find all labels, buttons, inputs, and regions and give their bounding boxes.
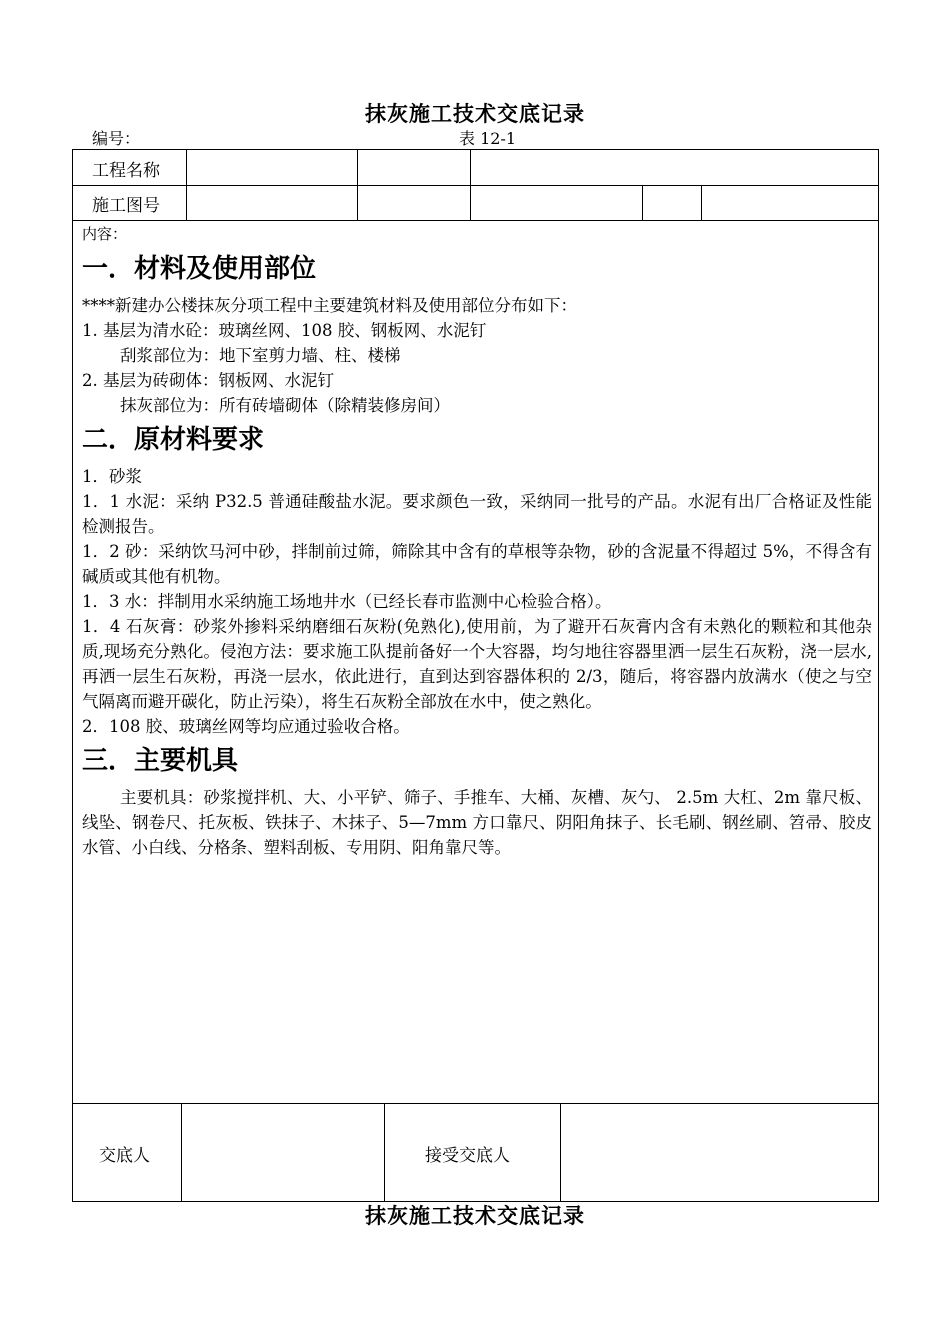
paragraph: 1．砂浆	[82, 467, 142, 486]
receiver-label: 接受交底人	[425, 1146, 510, 1166]
paragraph: 抹灰部位为：所有砖墙砌体（除精装修房间）	[120, 396, 450, 415]
paragraph: ****新建办公楼抹灰分项工程中主要建筑材料及使用部位分布如下：	[82, 296, 577, 315]
serial-number-label: 编号：	[92, 129, 141, 148]
section-heading-raw-materials: 二．原材料要求	[82, 425, 265, 455]
discloser-label: 交底人	[99, 1146, 150, 1166]
column-divider	[560, 1103, 561, 1202]
paragraph: 1. 基层为清水砼：玻璃丝网、108 胶、钢板网、水泥钉	[82, 321, 487, 340]
content-area	[82, 221, 872, 860]
paragraph: 1．4 石灰膏：砂浆外掺料采纳磨细石灰粉(免熟化),使用前，为了避开石灰膏内含有未熟化的颗粒和其他杂质,现场充分熟化。侵泡方法：要求施工队提前备好一个大容器，均匀地往容器里洒一层生石灰粉，浇一层水,再洒一层生石灰粉，再浇一层水，依此进行，直到达到容器体积的 2/3，随后，将容器内放满水（使之与空气隔离而避开碳化，防止污染），将生石灰粉全部放在水中，使之熟化。	[82, 617, 872, 711]
row-divider	[72, 1103, 879, 1104]
column-divider	[357, 149, 358, 220]
column-divider	[181, 1103, 182, 1202]
section-heading-tools: 三．主要机具	[82, 746, 239, 776]
column-divider	[384, 1103, 385, 1202]
paragraph: 刮浆部位为：地下室剪力墙、柱、楼梯	[120, 346, 401, 365]
document-title: 抹灰施工技术交底记录	[365, 101, 585, 126]
content-label: 内容：	[82, 225, 128, 243]
column-divider	[642, 185, 643, 220]
column-divider	[701, 185, 702, 220]
footer-title: 抹灰施工技术交底记录	[365, 1203, 585, 1228]
paragraph: 主要机具：砂浆搅拌机、大、小平铲、筛子、手推车、大桶、灰槽、灰勺、 2.5m 大杠、2m 靠尺板、线坠、钢卷尺、托灰板、铁抹子、木抹子、5—7mm 方口靠尺、阴阳角抹子、长毛刷、钢丝刷、笤帚、胶皮水管、小白线、分格条、塑料刮板、专用阴、阳角靠尺等。	[82, 788, 872, 857]
paragraph: 2．108 胶、玻璃丝网等均应通过验收合格。	[82, 717, 410, 736]
paragraph: 2. 基层为砖砌体：钢板网、水泥钉	[82, 371, 334, 390]
drawing-number-label: 施工图号	[92, 196, 160, 216]
row-divider	[72, 185, 879, 186]
form-number: 表 12-1	[459, 129, 517, 148]
column-divider	[470, 149, 471, 220]
paragraph: 1．1 水泥：采纳 P32.5 普通硅酸盐水泥。要求颜色一致，采纳同一批号的产品。水泥有出厂合格证及性能检测报告。	[82, 492, 872, 536]
paragraph: 1．3 水：拌制用水采纳施工场地井水（已经长春市监测中心检验合格）。	[82, 592, 612, 611]
project-name-label: 工程名称	[92, 161, 160, 181]
column-divider	[186, 149, 187, 220]
paragraph: 1．2 砂：采纳饮马河中砂，拌制前过筛，筛除其中含有的草根等杂物，砂的含泥量不得超过 5%，不得含有碱质或其他有机物。	[82, 542, 872, 586]
section-heading-materials: 一．材料及使用部位	[82, 254, 317, 284]
